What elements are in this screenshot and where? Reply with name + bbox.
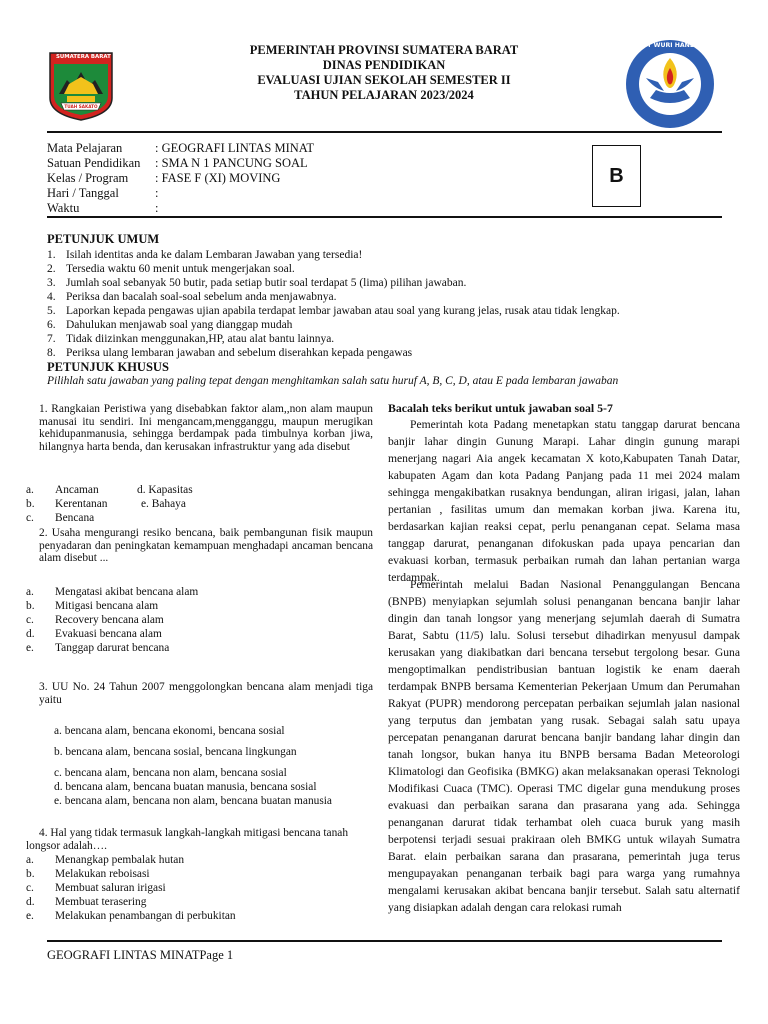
question-1-option-d: d. Kapasitas [137, 484, 193, 496]
header-line-4: TAHUN PELAJARAN 2023/2024 [294, 88, 474, 102]
question-2-option: b. Mitigasi bencana alam [26, 600, 159, 612]
info-row: Satuan Pendidikan : SMA N 1 PANCUNG SOAL [47, 156, 308, 170]
list-item: 7. Tidak diizinkan menggunakan,HP, atau alat bantu lainnya. [47, 333, 335, 345]
question-2-option: a. Mengatasi akibat bencana alam [26, 586, 199, 598]
header-divider [47, 131, 722, 133]
reading-title: Bacalah teks berikut untuk jawaban soal 5-7 [388, 401, 613, 415]
list-item: 8. Periksa ulang lembaran jawaban and sebelum diserahkan kepada pengawas [47, 347, 413, 359]
question-4-option: e. Melakukan penambangan di perbukitan [26, 910, 236, 922]
info-row: Waktu : [47, 201, 159, 215]
footer-divider [47, 940, 722, 942]
info-divider [47, 216, 722, 218]
list-item: 1. Isilah identitas anda ke dalam Lembaran Jawaban yang tersedia! [47, 249, 363, 261]
list-item: 4. Periksa dan bacalah soal-soal sebelum anda menjawabnya. [47, 291, 337, 303]
info-row: Mata Pelajaran : GEOGRAFI LINTAS MINAT [47, 141, 315, 155]
header-line-1: PEMERINTAH PROVINSI SUMATERA BARAT [249, 43, 519, 57]
tut-wuri-logo-text: TUT WURI HANDAYANI [638, 42, 716, 49]
question-2-option: d. Evakuasi bencana alam [26, 628, 162, 640]
question-1-option-c: c. Bencana [26, 512, 95, 524]
sumbar-logo-text: SUMATERA BARAT [56, 54, 111, 60]
question-3-text: 3. UU No. 24 Tahun 2007 menggolongkan bencana alam menjadi tiga yaitu [39, 681, 373, 706]
question-2-text: 2. Usaha mengurangi resiko bencana, baik pembangunan fisik maupun penyadaran dan peningkatan kemampuan menghadapi ancaman bencana alam disebut ... [39, 527, 373, 564]
question-1-option-a: a. Ancaman [26, 484, 99, 496]
petunjuk-khusus-text: Pilihlah satu jawaban yang paling tepat dengan menghitamkan salah satu huruf A, B, C, D, atau E pada lembaran jawaban [47, 375, 619, 387]
reading-paragraph-1: Pemerintah kota Padang menetapkan statu tanggap darurat bencana banjir lahar dingin Gunung Marapi. Lahar dingin gunung marapi menerjang nagari Aia angek kecamatan X koto,Kabupaten Tanah Datar, kabupaten Agam dan kota Padang Panjang pada 11 mei 2024 malam sehingga mengakibatkan rusaknya bendungan, aliran irigasi, jalan, lahan pertanian , fasilitas umum dan memakan korban jiwa. Karena itu, berdasarkan kajian reaksi cepat, perlu penanganan cepat. Selama masa tanggap darurat, penanganan difokuskan pada upaya pencarian dan evakuasi korban, termasuk perbaikan rumah dan lahan pertanian warga terdampak. [388, 418, 740, 584]
petunjuk-khusus-title: PETUNJUK KHUSUS [47, 360, 169, 374]
list-item: 6. Dahulukan menjawab soal yang dianggap mudah [47, 319, 293, 331]
question-4-option: b. Melakukan reboisasi [26, 868, 150, 880]
page-footer: GEOGRAFI LINTAS MINATPage 1 [47, 948, 234, 962]
question-4-option: a. Menangkap pembalak hutan [26, 854, 185, 866]
exam-variant-badge: B [592, 145, 641, 207]
question-3-option: b. bencana alam, bencana sosial, bencana lingkungan [54, 746, 297, 758]
info-row: Hari / Tanggal : [47, 186, 159, 200]
list-item: 2. Tersedia waktu 60 menit untuk mengerjakan soal. [47, 263, 295, 275]
reading-paragraph-2: Pemerintah melalui Badan Nasional Penanggulangan Bencana (BNPB) menyiapkan sejumlah solusi penanganan bencana banjir lahar dingin dan tanah longsor yang menerjang sejumlah daerah di Sumatra Barat, Sabtu (11/5) lalu. Solusi tersebut dihadirkan menyusul dampak kerusakan yang diakibatkan dari bencana tersebut tergolong besar. Guna mengoptimalkan pendistribusian bantuan logistik ke enam daerah terdampak BNPB bersama Kementerian Pekerjaan Umum dan Perumahan Rakyat (PUPR) mendorong percepatan perbaikan sejumlah jalan nasional yang terputus dan jembatan yang rusak. Sebagai salah satu upaya percepatan penanganan darurat bencana banjir bandang lahar dingin dan tanah longsor, bukan hanya itu BNPB bersama Badan Meteorologi Klimatologi dan Geofisika (BMKG) akan melaksanakan operasi Teknologi Modifikasi Cuaca (TMC). Operasi TMC digelar guna mendukung proses evakuasi dan perbaikan sarana dan prasarana yang ada. Sehingga penanganan darurat tidak terhambat oleh cuaca buruk yang masih berpotensi terjadi sesuai prakiraan oleh BMKG untuk wilayah Sumatra Barat. elain perbaikan sarana dan prasarana, pemerintah juga terus mengupayakan penanganan terbaik bagi para warga yang rumahnya mengalami kerusakan akibat bencana banjir tersebut. Salah satu alternatif yang disiapkan adalah dengan cara relokasi rumah [388, 578, 740, 914]
header-line-3: EVALUASI UJIAN SEKOLAH SEMESTER II [257, 73, 511, 87]
question-2-option: e. Tanggap darurat bencana [26, 642, 170, 654]
question-3-option: d. bencana alam, bencana buatan manusia, bencana sosial [54, 781, 317, 793]
info-row: Kelas / Program : FASE F (XI) MOVING [47, 171, 281, 185]
petunjuk-umum-title: PETUNJUK UMUM [47, 232, 160, 246]
question-1-text: 1. Rangkaian Peristiwa yang disebabkan faktor alam,,non alam maupun manusai itu sendiri. Ini mengancam,mengganggu, maupun merugikan kehidupanmanusia, sehingga berdampak pada timbulnya korban jiwa, hilangnya harta benda, dan kerusakan infrastruktur yang ada disebut [39, 403, 373, 453]
sumbar-logo-ribbon: TUAH SAKATO [64, 104, 98, 109]
question-1-option-e: e. Bahaya [141, 498, 186, 510]
header-line-2: DINAS PENDIDIKAN [322, 58, 446, 72]
question-3-option: a. bencana alam, bencana ekonomi, bencana sosial [54, 725, 285, 737]
question-2-option: c. Recovery bencana alam [26, 614, 164, 626]
list-item: 5. Laporkan kepada pengawas ujian apabila terdapat lembar jawaban atau soal yang kurang jelas, rusak atau tidak lengkap. [47, 305, 620, 317]
question-1-option-b: b. Kerentanan [26, 498, 108, 510]
list-item: 3. Jumlah soal sebanyak 50 butir, pada setiap butir soal terdapat 5 (lima) pilihan jawaban. [47, 277, 467, 289]
question-4-option: d. Membuat terasering [26, 896, 147, 908]
question-3-option: e. bencana alam, bencana non alam, bencana buatan manusia [54, 795, 332, 807]
question-4-option: c. Membuat saluran irigasi [26, 882, 166, 894]
question-3-option: c. bencana alam, bencana non alam, bencana sosial [54, 767, 287, 779]
question-4-text: 4. Hal yang tidak termasuk langkah-langkah mitigasi bencana tanah longsor adalah…. [26, 827, 349, 852]
